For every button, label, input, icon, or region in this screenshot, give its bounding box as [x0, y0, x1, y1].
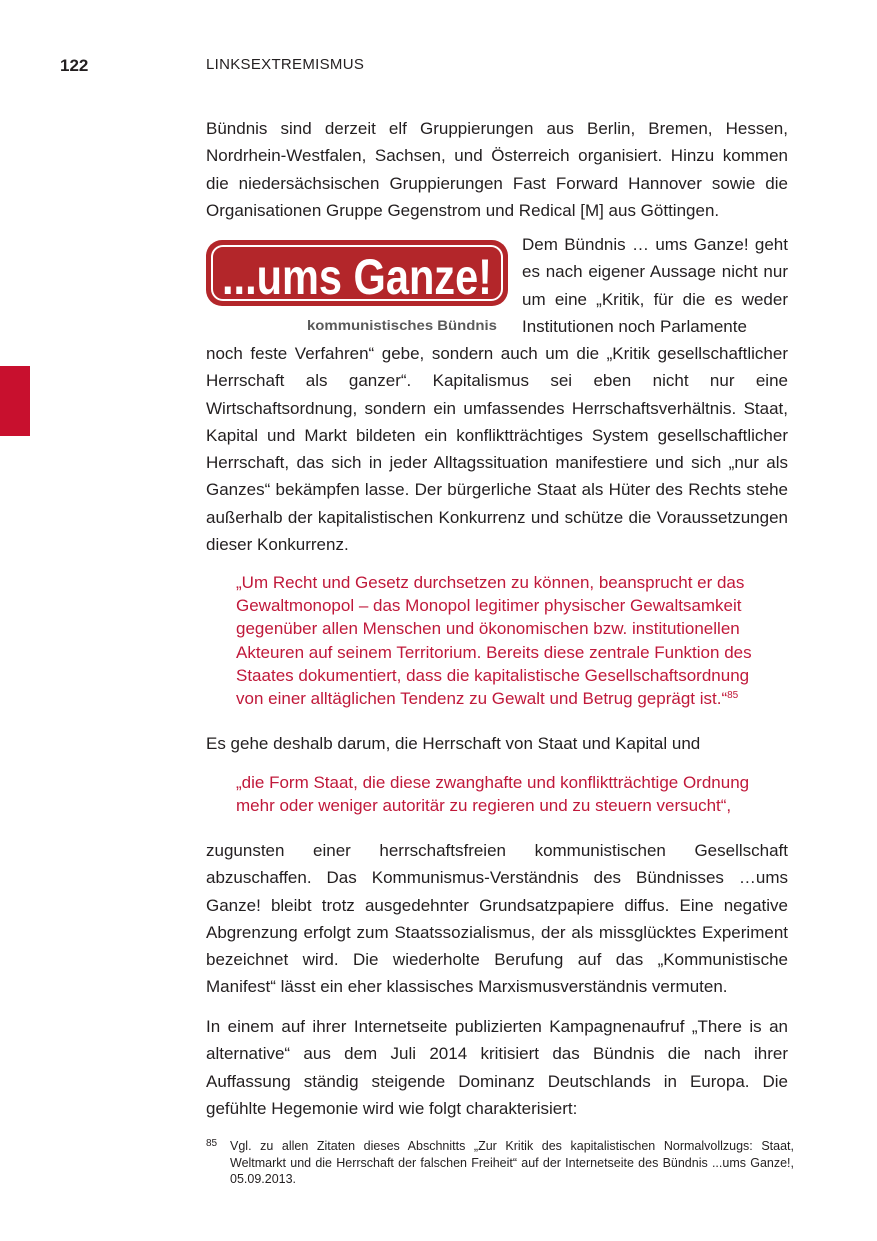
paragraph-5: In einem auf ihrer Internetseite publizierten Kampagnenaufruf „There is an alternative“ aus dem Juli 2014 kritisiert das Bündnis die nach ihrer Auffassung ständig steigende Dominanz Deutschlands in Europa. Die gefühlte Hegemonie wird wie folgt charakterisiert: [206, 1017, 788, 1118]
block-quote-1-text: „Um Recht und Gesetz durchsetzen zu können, beansprucht er das Gewaltmonopol – das Monopol legitimer physischer Gewaltsamkeit gegenüber allen Menschen und ökonomischen bzw. institutionellen Akteuren auf seinem Territorium. Bereits diese zentrale Funktion des Staates dokumentiert, dass die kapitalistische Gesellschaftsordnung von einer alltäglichen Tendenz zu Gewalt und Betrug geprägt ist.“ [236, 573, 752, 709]
page-number: 122 [60, 56, 89, 75]
logo-sub-text: kommunistisches Bündnis [307, 317, 498, 333]
block-quote-2: „die Form Staat, die diese zwanghafte und konfliktträchtige Ordnung mehr oder weniger autoritär zu regieren und zu steuern versucht“, [236, 773, 750, 816]
footnote-ref-85[interactable]: 85 [727, 690, 739, 702]
paragraph-4: zugunsten einer herrschaftsfreien kommunistischen Gesellschaft abzuschaffen. Das Kommunismus-Verständnis des Bündnisses …ums Ganze! bleibt trotz ausgedehnter Grundsatzpapiere diffus. Eine negative Abgrenzung erfolgt zum Staatssozialismus, der als missglücktes Experiment bezeichnet wird. Die wiederholte Berufung auf das „Kommunistische Manifest“ lässt ein eher klassisches Marxismusverständnis vermuten. [206, 841, 788, 997]
paragraph-3: Es gehe deshalb darum, die Herrschaft von Staat und Kapital und [206, 734, 701, 753]
section-tab [0, 366, 30, 436]
paragraph-2-wrap: Dem Bündnis … ums Ganze! geht es nach eigener Aussage nicht nur um eine „Kritik, für die es weder Institutionen noch Parlamente [522, 235, 788, 336]
footnote [206, 1138, 794, 1188]
footnote-text: Vgl. zu allen Zitaten dieses Abschnitts „Zur Kritik des kapitalistischen Normalvollzugs: Staat, Weltmarkt und die Herrschaft der falschen Freiheit“ auf der Internetseite des Bündnis ...ums Ganze!, 05.09.2013. [230, 1139, 794, 1186]
paragraph-1: Bündnis sind derzeit elf Gruppierungen aus Berlin, Bremen, Hessen, Nordrhein-Westfalen, Sachsen, und Österreich organisiert. Hinzu kommen die niedersächsischen Gruppierungen Fast Forward Hannover sowie die Organisationen Gruppe Gegenstrom und Redical [M] aus Göttingen. [206, 119, 788, 220]
logo-main-text: ...ums Ganze! [222, 249, 492, 305]
block-quote-1 [236, 571, 766, 710]
footnote-number: 85 [206, 1138, 218, 1149]
paragraph-2: noch feste Verfahren“ gebe, sondern auch um die „Kritik gesellschaftlicher Herrschaft als ganzer“. Kapitalismus sei eben nicht nur eine Wirtschaftsordnung, sondern ein umfassendes Herrschaftsverhältnis. Staat, Kapital und Markt bildeten ein konfliktträchtiges System gesellschaftlicher Herrschaft, das sich in jeder Alltagssituation manifestiere und sich „nur als Ganzes“ bekämpfen lasse. Der bürgerliche Staat als Hüter des Rechts stehe außerhalb der kapitalistischen Konkurrenz und schütze die Voraussetzungen dieser Konkurrenz. [206, 344, 788, 555]
logo [206, 236, 508, 336]
running-head: LINKSEXTREMISMUS [206, 56, 365, 73]
